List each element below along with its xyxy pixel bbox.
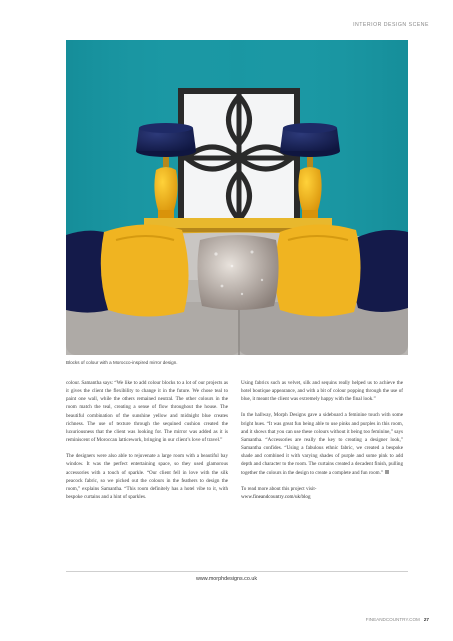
- section-header: INTERIOR DESIGN SCENE: [353, 22, 429, 28]
- sequin-cushion: [197, 235, 278, 310]
- read-more: [241, 485, 403, 501]
- paragraph: The designers were also able to rejuvenate a large room with a beautiful bay window. It was the perfect entertaining space, so they used glamorous accessories with a touch of sparkle. “Our client fell in love with the silk peacock fabric, so we picked out the colours in the feathers to design the room,” explains Samantha. “This room definitely has a hotel vibe to it, with bespoke curtains and a hint of sparkles.: [66, 453, 228, 501]
- footer-divider: [66, 571, 408, 572]
- paragraph: [241, 411, 403, 476]
- end-square-icon: [385, 470, 389, 474]
- folio-site: FINEANDCOUNTRY.COM: [365, 617, 420, 622]
- yellow-cushion-left: [101, 224, 189, 316]
- page-number: 27: [423, 617, 429, 622]
- photo-caption: Blocks of colour with a Morocco-inspired mirror design.: [66, 360, 178, 365]
- paragraph-text: In the hallway, Morph Designs gave a sideboard a feminine touch with some bright hues. “It was great fun being able to use pinks and purples in this room, and it shows that you can use these colours without it being too feminine,” says Samantha. “Accessories are really the key to creating a designer look,” Samantha confides. “Using a fabulous ethnic fabric, we created a bespoke shade and combined it with varying shades of purple and some pink to add depth and character to the room. The curtains created a decadent finish, pulling together the colours in the design to create a complete and fun room.”: [241, 412, 403, 476]
- article-column-left: [66, 379, 228, 509]
- navy-cushion-right: [352, 230, 408, 312]
- living-room-illustration: [66, 40, 408, 355]
- blog-link[interactable]: www.fineandcountry.com/uk/blog: [241, 493, 311, 500]
- article-column-right: [241, 379, 403, 501]
- footer-website-link[interactable]: www.morphdesigns.co.uk: [195, 576, 258, 582]
- paragraph: Using fabrics such as velvet, silk and sequins really helped us to achieve the hotel boutique appearance, and with a bit of colour popping through the use of blue, it meant the client was extremely happy with the final look.”: [241, 380, 403, 403]
- paragraph: colour. Samantha says: “We like to add colour blocks to a lot of our projects as it gives the client the flexibility to change it in the future. We chose teal to paint one wall, while the others remained neutral. The other colours in the room match the teal, creating a sense of flow throughout the house. The beautiful combination of the sunshine yellow and midnight blue creates richness. The use of texture through the sequined cushion created the luxuriousness that the client was looking for. The mirror was added as it is reminiscent of Moroccan latticework, bringing in our client’s love of travel.”: [66, 380, 228, 444]
- read-more-text: To read more about this project visit-: [241, 485, 317, 492]
- moroccan-mirror: [178, 88, 300, 228]
- yellow-cushion-right: [275, 224, 361, 316]
- page-folio: [366, 617, 429, 622]
- interior-photo: [66, 40, 408, 355]
